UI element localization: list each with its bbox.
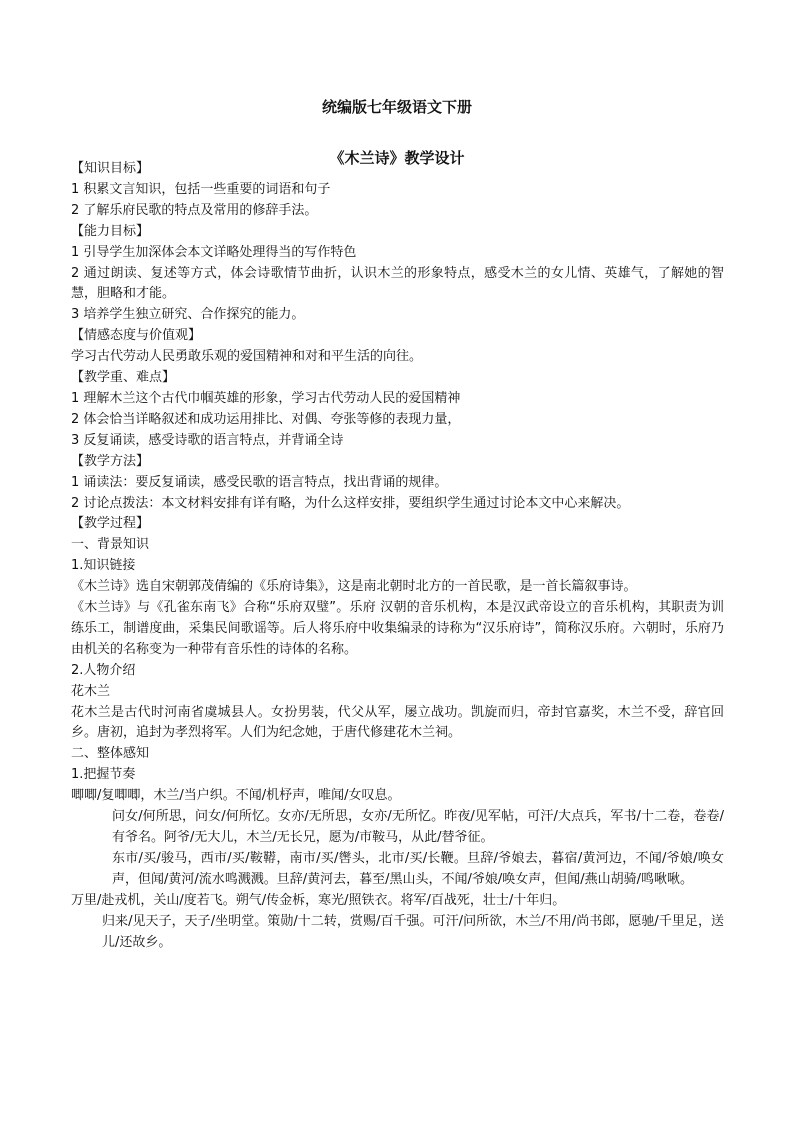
attitude-text: 学习古代劳动人民勇敢乐观的爱国精神和对和平生活的向往。 xyxy=(71,349,423,365)
key-point-2: 2 体会恰当详略叙述和成功运用排比、对偶、夸张等修的表现力量， xyxy=(71,411,461,427)
method-1: 1 诵读法：要反复诵读，感受民歌的语言特点，找出背诵的规律。 xyxy=(71,474,448,490)
section-heading-key-points: 【教学重、难点】 xyxy=(71,370,176,386)
part-heading-background: 一、背景知识 xyxy=(71,537,150,553)
document-title: 统编版七年级语文下册 xyxy=(321,98,472,116)
subheading-rhythm: 1.把握节奏 xyxy=(71,767,136,783)
key-point-3: 3 反复诵读，感受诗歌的语言特点，并背诵全诗 xyxy=(71,432,344,448)
part-heading-overall: 二、整体感知 xyxy=(71,746,150,762)
document-subtitle: 《木兰诗》教学设计 xyxy=(329,149,465,167)
ability-item-1: 1 引导学生加深体会本文详略处理得当的写作特色 xyxy=(71,244,357,260)
poem-stanza-1: 唧唧/复唧唧，木兰/当户织。不闻/机杼声，唯闻/女叹息。 xyxy=(71,788,401,804)
document-body xyxy=(71,159,724,953)
subheading-character: 2.人物介绍 xyxy=(71,662,136,678)
knowledge-link-text: 《木兰诗》选自宋朝郭茂倩编的《乐府诗集》，这是南北朝时北方的一首民歌，是一首长篇叙事诗。 xyxy=(71,579,637,595)
section-heading-methods: 【教学方法】 xyxy=(71,453,150,469)
section-heading-knowledge: 【知识目标】 xyxy=(71,161,150,176)
yuefu-paragraph: 《木兰诗》与《孔雀东南飞》合称“乐府双璧”。乐府 汉朝的音乐机构，本是汉武帝设立的音乐机构，其职责为训练乐工，制谱度曲，采集民间歌谣等。后人将乐府中收集编录的诗称为“汉乐府诗”，简称汉乐府。六朝时，乐府乃由机关的名称变为一种带有音乐性的诗体的名称。 xyxy=(71,600,724,657)
method-2: 2 讨论点拨法：本文材料安排有详有略，为什么这样安排，要组织学生通过讨论本文中心来解决。 xyxy=(71,495,630,511)
section-heading-process: 【教学过程】 xyxy=(71,516,150,532)
character-paragraph: 花木兰是古代时河南省虞城县人。女扮男装，代父从军，屡立战功。凯旋而归，帝封官嘉奖，木兰不受，辞官回乡。唐初，追封为孝烈将军。人们为纪念她，于唐代修建花木兰祠。 xyxy=(71,704,724,741)
poem-stanza-2: 问女/何所思，问女/何所忆。女亦/无所思，女亦/无所忆。昨夜/见军帖，可汗/大点兵，军书/十二卷，卷卷/有爷名。阿爷/无大儿，木兰/无长兄，愿为/市鞍马，从此/替爷征。 xyxy=(112,809,724,845)
section-heading-attitude: 【情感态度与价值观】 xyxy=(71,328,202,344)
knowledge-item-2: 2 了解乐府民歌的特点及常用的修辞手法。 xyxy=(71,202,318,218)
subheading-knowledge-link: 1.知识链接 xyxy=(71,558,136,574)
ability-item-2: 2 通过朗读、复述等方式，体会诗歌情节曲折，认识木兰的形象特点，感受木兰的女儿情、英雄气，了解她的智慧，胆略和才能。 xyxy=(71,265,724,302)
character-name: 花木兰 xyxy=(71,683,111,699)
knowledge-item-1: 1 积累文言知识，包括一些重要的词语和句子 xyxy=(71,181,331,197)
poem-stanza-5: 归来/见天子，天子/坐明堂。策勋/十二转，赏赐/百千强。可汗/问所欲，木兰/不用/尚书郎，愿驰/千里足，送儿/还故乡。 xyxy=(102,913,724,950)
key-point-1: 1 理解木兰这个古代巾帼英雄的形象，学习古代劳动人民的爱国精神 xyxy=(71,390,461,406)
poem-stanza-3: 东市/买/骏马，西市/买/鞍鞯，南市/买/辔头，北市/买/长鞭。旦辞/爷娘去，暮宿/黄河边，不闻/爷娘/唤女声，但闻/黄河/流水鸣溅溅。旦辞/黄河去，暮至/黑山头，不闻/爷娘/唤女声，但闻/燕山胡骑/鸣啾啾。 xyxy=(112,850,724,887)
ability-item-3: 3 培养学生独立研究、合作探究的能力。 xyxy=(71,307,305,323)
poem-stanza-4: 万里/赴戎机，关山/度若飞。朔气/传金柝，寒光/照铁衣。将军/百战死，壮士/十年归。 xyxy=(71,892,566,908)
section-heading-ability: 【能力目标】 xyxy=(71,223,150,239)
